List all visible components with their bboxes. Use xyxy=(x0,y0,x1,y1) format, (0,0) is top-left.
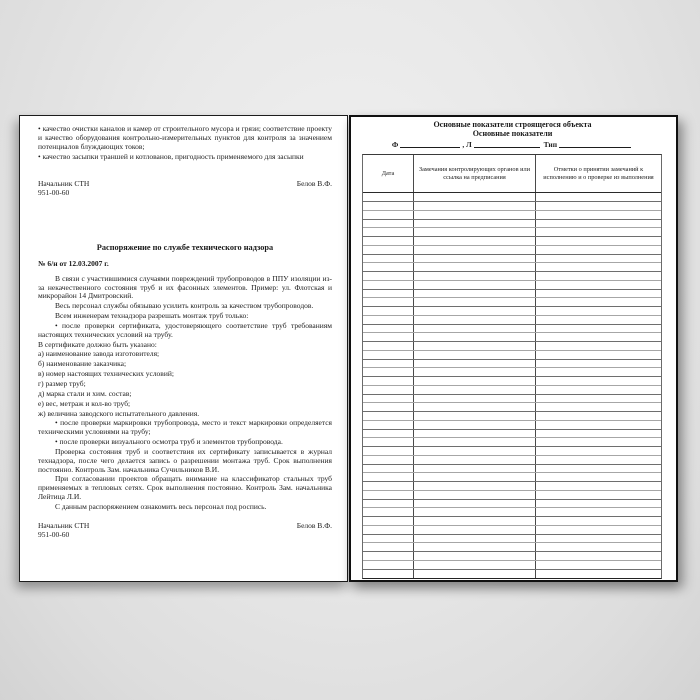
table-empty-cell xyxy=(414,517,536,525)
signature-phone: 951-00-60 xyxy=(38,529,70,539)
header-cell-date: Дата xyxy=(363,155,414,192)
paragraph: • после проверки сертификата, удостоверяющего соответствие труб требованиям настоящих технических условий на трубу. xyxy=(38,320,332,339)
signature-signed-by: Белов В.Ф. xyxy=(296,179,332,189)
table-empty-cell xyxy=(536,211,661,219)
table-empty-cell xyxy=(414,438,536,446)
table-empty-cell xyxy=(536,255,661,263)
paragraph: е) вес, метраж и кол-во труб; xyxy=(38,398,131,408)
table-empty-cell xyxy=(414,290,536,298)
table-empty-row xyxy=(363,386,661,395)
table-empty-row xyxy=(363,412,661,421)
table-empty-row xyxy=(363,272,661,281)
order-number: № 6/н от 12.03.2007 г. xyxy=(38,258,109,268)
table-empty-cell xyxy=(536,351,661,359)
table-empty-cell xyxy=(536,281,661,289)
paragraph: б) наименование заказчика; xyxy=(38,359,127,369)
table-empty-row xyxy=(363,491,661,500)
table-empty-cell xyxy=(536,342,661,350)
table-empty-cell xyxy=(536,447,661,455)
table-empty-cell xyxy=(363,465,414,473)
table-empty-row xyxy=(363,395,661,404)
table-empty-row xyxy=(363,500,661,509)
header-cell-remarks: Замечания контролирующих органов или ссылка на предписания xyxy=(414,155,536,192)
table-empty-row xyxy=(363,290,661,299)
table-empty-cell xyxy=(363,220,414,228)
table-empty-cell xyxy=(363,325,414,333)
paragraph: • после проверки визуального осмотра труб и элементов трубопровода. xyxy=(55,437,283,447)
table-empty-row xyxy=(363,438,661,447)
table-empty-cell xyxy=(414,325,536,333)
table-empty-cell xyxy=(363,412,414,420)
table-empty-cell xyxy=(536,325,661,333)
table-empty-cell xyxy=(536,368,661,376)
table-empty-cell xyxy=(363,395,414,403)
table-empty-cell xyxy=(536,491,661,499)
signature-block-top xyxy=(38,180,332,198)
table-empty-cell xyxy=(536,412,661,420)
table-empty-cell xyxy=(536,561,661,569)
table-empty-cell xyxy=(536,430,661,438)
table-empty-cell xyxy=(414,298,536,306)
table-empty-cell xyxy=(363,491,414,499)
table-empty-cell xyxy=(536,202,661,210)
table-empty-row xyxy=(363,403,661,412)
table-empty-cell xyxy=(536,360,661,368)
table-empty-cell xyxy=(363,228,414,236)
table-empty-cell xyxy=(414,465,536,473)
table-empty-cell xyxy=(363,307,414,315)
table-empty-cell xyxy=(414,561,536,569)
table-empty-cell xyxy=(536,517,661,525)
table-empty-row xyxy=(363,211,661,220)
paragraph: С данным распоряжением ознакомить весь персонал под роспись. xyxy=(55,501,267,511)
table-empty-row xyxy=(363,246,661,255)
table-empty-cell xyxy=(363,552,414,560)
table-empty-cell xyxy=(536,570,661,579)
table-empty-cell xyxy=(536,500,661,508)
signature-phone: 951-00-60 xyxy=(38,188,70,198)
table-empty-cell xyxy=(363,421,414,429)
table-empty-cell xyxy=(363,272,414,280)
table-empty-cell xyxy=(363,193,414,201)
table-empty-cell xyxy=(363,298,414,306)
table-empty-row xyxy=(363,228,661,237)
table-empty-cell xyxy=(363,246,414,254)
table-empty-cell xyxy=(363,482,414,490)
table-empty-cell xyxy=(414,473,536,481)
table-empty-cell xyxy=(536,508,661,516)
table-empty-cell xyxy=(363,438,414,446)
table-empty-cell xyxy=(414,386,536,394)
table-empty-row xyxy=(363,526,661,535)
table-empty-cell xyxy=(363,202,414,210)
paragraph: Всем инженерам технадзора разрешать монтаж труб только: xyxy=(55,311,249,321)
table-empty-cell xyxy=(414,412,536,420)
table-empty-cell xyxy=(536,263,661,271)
field-label-l: , Л xyxy=(462,139,472,149)
table-empty-cell xyxy=(536,386,661,394)
order-body xyxy=(38,275,332,512)
paragraph: • качество засыпки траншей и котлованов, пригодность применяемого для засыпки xyxy=(38,151,304,161)
paragraph: При согласовании проектов обращать внимание на классификатор стальных труб применяемых в тепловых сетях. Срок выполнения постоянно. Контроль Зам. начальника Лейтица Л.И. xyxy=(38,474,332,502)
table-empty-cell xyxy=(363,211,414,219)
table-empty-cell xyxy=(414,395,536,403)
table-empty-cell xyxy=(363,403,414,411)
table-empty-cell xyxy=(363,526,414,534)
table-empty-row xyxy=(363,220,661,229)
table-empty-cell xyxy=(536,438,661,446)
table-empty-row xyxy=(363,316,661,325)
paragraph: В связи с участившимися случаями повреждений трубопроводов в ППУ изоляции из-за некачественного состояния труб и их фасонных элементов. Пример: ул. Флотская и микрорайон 14 Дмитровский. xyxy=(38,273,332,301)
intro-bullet-list xyxy=(38,125,332,161)
table-empty-cell xyxy=(363,281,414,289)
table-empty-cell xyxy=(414,570,536,579)
table-empty-cell xyxy=(536,290,661,298)
table-empty-row xyxy=(363,377,661,386)
table-empty-row xyxy=(363,430,661,439)
header-cell-marks: Отметки о принятии замечаний к исполнению и о проверке из выполнения xyxy=(543,165,654,181)
table-empty-cell xyxy=(414,307,536,315)
table-empty-cell xyxy=(536,456,661,464)
document-spread xyxy=(19,115,678,582)
table-empty-row xyxy=(363,561,661,570)
table-empty-row xyxy=(363,307,661,316)
indicators-table xyxy=(362,154,662,579)
table-empty-cell xyxy=(414,377,536,385)
table-empty-cell xyxy=(536,272,661,280)
signature-name: Начальник СТН xyxy=(38,520,90,530)
table-empty-cell xyxy=(414,228,536,236)
table-empty-cell xyxy=(536,482,661,490)
table-empty-cell xyxy=(414,220,536,228)
fields-line xyxy=(362,140,663,148)
report-subtitle: Основные показатели xyxy=(472,128,553,138)
table-empty-row xyxy=(363,447,661,456)
table-empty-cell xyxy=(363,500,414,508)
table-empty-cell xyxy=(536,307,661,315)
table-empty-row xyxy=(363,508,661,517)
table-empty-cell xyxy=(363,237,414,245)
table-empty-cell xyxy=(536,237,661,245)
table-empty-cell xyxy=(414,368,536,376)
table-empty-row xyxy=(363,465,661,474)
table-empty-cell xyxy=(414,456,536,464)
table-empty-row xyxy=(363,193,661,202)
table-empty-cell xyxy=(414,316,536,324)
paragraph: а) наименование завода изготовителя; xyxy=(38,349,160,359)
table-empty-cell xyxy=(414,342,536,350)
table-empty-cell xyxy=(414,552,536,560)
table-empty-cell xyxy=(536,298,661,306)
table-empty-cell xyxy=(536,465,661,473)
page-right-indicators xyxy=(349,115,678,582)
table-empty-cell xyxy=(414,526,536,534)
table-empty-row xyxy=(363,456,661,465)
table-empty-row xyxy=(363,202,661,211)
paragraph: ж) величина заводского испытательного давления. xyxy=(38,408,200,418)
table-empty-cell xyxy=(363,368,414,376)
paragraph: д) марка стали и хим. состав; xyxy=(38,388,132,398)
table-empty-cell xyxy=(414,272,536,280)
table-empty-cell xyxy=(536,333,661,341)
table-empty-row xyxy=(363,473,661,482)
table-empty-cell xyxy=(414,535,536,543)
table-empty-cell xyxy=(363,561,414,569)
table-empty-cell xyxy=(363,333,414,341)
table-empty-cell xyxy=(363,570,414,579)
table-empty-cell xyxy=(414,281,536,289)
table-empty-cell xyxy=(414,351,536,359)
table-empty-cell xyxy=(414,360,536,368)
table-empty-cell xyxy=(414,193,536,201)
table-empty-row xyxy=(363,368,661,377)
table-empty-cell xyxy=(414,543,536,551)
table-empty-cell xyxy=(414,263,536,271)
table-empty-cell xyxy=(536,535,661,543)
table-header-row xyxy=(363,155,661,193)
table-empty-cell xyxy=(363,255,414,263)
field-label-f: Ф xyxy=(391,139,399,149)
table-empty-cell xyxy=(363,456,414,464)
report-title: Основные показатели строящегося объекта xyxy=(433,120,592,129)
table-empty-cell xyxy=(363,447,414,455)
field-label-type: Тип xyxy=(541,139,558,149)
table-body xyxy=(363,193,661,578)
table-empty-row xyxy=(363,333,661,342)
table-empty-row xyxy=(363,325,661,334)
table-empty-row xyxy=(363,351,661,360)
paragraph: Проверка состояния труб и соответствия их сертификату записывается в журнал технадзора, после чего делается запись о разрешении монтажа труб. Срок выполнения постоянно. Контроль Зам. начальника Сучильников В.И. xyxy=(38,446,332,474)
table-empty-cell xyxy=(536,403,661,411)
table-empty-cell xyxy=(363,386,414,394)
table-empty-cell xyxy=(536,543,661,551)
table-empty-cell xyxy=(536,377,661,385)
table-empty-row xyxy=(363,281,661,290)
order-title: Распоряжение по службе технического надзора xyxy=(96,243,274,253)
table-empty-row xyxy=(363,570,661,579)
table-empty-row xyxy=(363,298,661,307)
signature-block-bottom xyxy=(38,522,332,540)
table-empty-cell xyxy=(414,482,536,490)
table-empty-row xyxy=(363,255,661,264)
table-empty-row xyxy=(363,535,661,544)
table-empty-cell xyxy=(414,430,536,438)
page-left-order xyxy=(19,115,348,582)
table-empty-cell xyxy=(363,360,414,368)
table-empty-cell xyxy=(536,473,661,481)
paragraph: В сертификате должно быть указано: xyxy=(38,339,157,349)
table-empty-cell xyxy=(414,500,536,508)
table-empty-cell xyxy=(363,290,414,298)
table-empty-cell xyxy=(363,377,414,385)
table-empty-cell xyxy=(363,351,414,359)
paragraph: • качество очистки каналов и камер от строительного мусора и грязи; соответствие проекту и качество оборудования контрольно-измерительных пунктов для контроля за значением потенциалов блуждающих токов; xyxy=(38,124,332,151)
table-empty-cell xyxy=(536,421,661,429)
paragraph: • после проверки маркировки трубопровода, место и текст маркировки определяется техническими условиями на трубу; xyxy=(38,418,332,437)
table-empty-cell xyxy=(414,491,536,499)
table-empty-cell xyxy=(414,447,536,455)
table-empty-cell xyxy=(536,395,661,403)
table-empty-cell xyxy=(414,246,536,254)
table-empty-row xyxy=(363,360,661,369)
table-empty-cell xyxy=(363,473,414,481)
paragraph: в) номер настоящих технических условий; xyxy=(38,369,174,379)
table-empty-cell xyxy=(414,202,536,210)
table-empty-cell xyxy=(414,333,536,341)
table-empty-cell xyxy=(363,316,414,324)
table-empty-cell xyxy=(536,246,661,254)
table-empty-cell xyxy=(536,220,661,228)
paragraph: Весь персонал службы обязываю усилить контроль за качеством трубопроводов. xyxy=(55,301,314,311)
table-empty-cell xyxy=(536,193,661,201)
signature-name: Начальник СТН xyxy=(38,179,90,189)
signature-signed-by: Белов В.Ф. xyxy=(296,520,332,530)
table-empty-row xyxy=(363,552,661,561)
table-empty-cell xyxy=(363,543,414,551)
table-empty-row xyxy=(363,517,661,526)
paragraph: г) размер труб; xyxy=(38,378,86,388)
table-empty-cell xyxy=(363,517,414,525)
table-empty-cell xyxy=(536,316,661,324)
table-empty-cell xyxy=(414,508,536,516)
table-empty-cell xyxy=(414,237,536,245)
field-underline-l xyxy=(474,140,540,148)
table-empty-cell xyxy=(414,403,536,411)
table-empty-cell xyxy=(536,526,661,534)
table-empty-row xyxy=(363,342,661,351)
table-empty-cell xyxy=(363,508,414,516)
table-empty-cell xyxy=(363,342,414,350)
table-empty-row xyxy=(363,237,661,246)
table-empty-cell xyxy=(536,552,661,560)
table-empty-cell xyxy=(363,430,414,438)
table-empty-cell xyxy=(363,535,414,543)
field-underline-type xyxy=(559,140,631,148)
field-underline-f xyxy=(400,140,460,148)
table-empty-cell xyxy=(536,228,661,236)
table-empty-row xyxy=(363,543,661,552)
table-empty-cell xyxy=(414,421,536,429)
table-empty-row xyxy=(363,263,661,272)
table-empty-cell xyxy=(363,263,414,271)
table-empty-cell xyxy=(414,211,536,219)
table-empty-row xyxy=(363,482,661,491)
table-empty-row xyxy=(363,421,661,430)
table-empty-cell xyxy=(414,255,536,263)
